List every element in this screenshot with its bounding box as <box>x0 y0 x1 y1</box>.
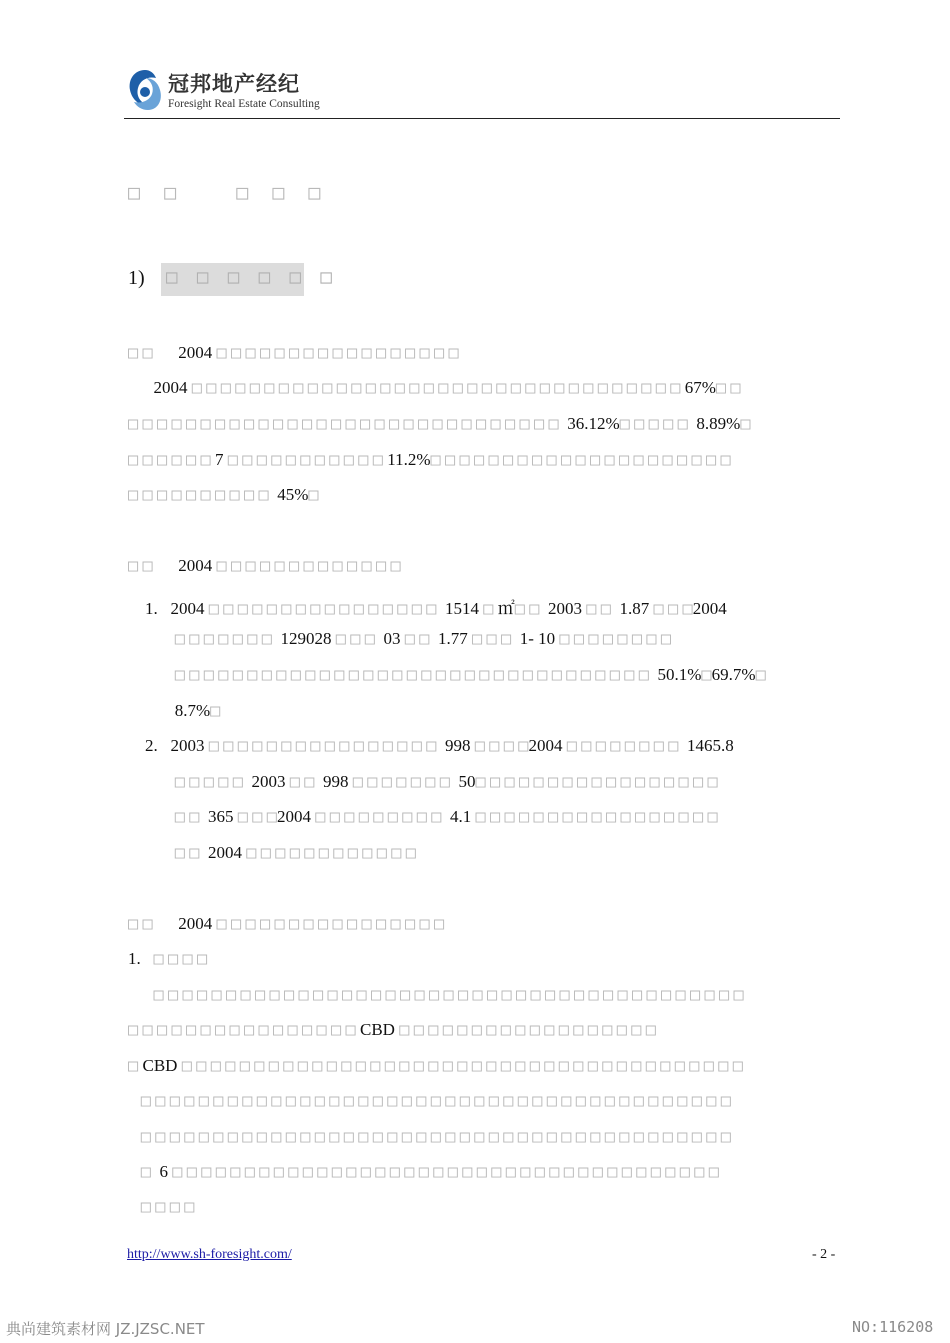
list-item-line: □ □ □ □ □ □ □ □ □ □ □ □ □ □ □ □ □ □ □ □ □ □ □ □ □ □ □ □ □ □ □ □ □ 50.1%□69.7%□ <box>174 665 766 685</box>
heading-text: □ □ □ □ □ □ <box>166 266 336 288</box>
paragraph-line: □ □ □ □ □ □ □ □ □ □ □ □ □ □ □ □ □ □ □ □ □ □ □ □ □ □ □ □ □ □ □ □ □ □ □ □ □ □ □ □ □ <box>140 1091 731 1111</box>
paragraph-line: □ 6 □ □ □ □ □ □ □ □ □ □ □ □ □ □ □ □ □ □ □ □ □ □ □ □ □ □ □ □ □ □ □ □ □ □ □ □ □ □ <box>140 1162 719 1182</box>
paragraph-line: □ CBD □ □ □ □ □ □ □ □ □ □ □ □ □ □ □ □ □ □ □ □ □ □ □ □ □ □ □ □ □ □ □ □ □ □ □ □ □ □ □ <box>128 1056 743 1076</box>
paragraph-line: □ □ □ □ □ □ □ □ □ □ □ □ □ □ □ □ □ □ □ □ □ □ □ □ □ □ □ □ □ □ □ □ □ □ □ □ □ □ □ □ □ <box>140 1127 731 1147</box>
paragraph-line: □ □ □ □ □ □ □ □ □ □ □ □ □ □ □ □ □ □ □ □ □ □ □ □ □ □ □ □ □ □ 36.12%□ □ □ □ □ 8.89%□ <box>128 414 751 434</box>
paragraph-line: □ □ □ □ □ □ □ □ □ □ 45%□ <box>128 485 319 505</box>
subheading-2: □ □ 2004 □ □ □ □ □ □ □ □ □ □ □ □ □ <box>128 556 401 576</box>
header-divider <box>124 118 840 119</box>
website-link[interactable]: http://www.sh-foresight.com/ <box>127 1247 292 1262</box>
paragraph-line: □ □ □ □ □ □ □ □ □ □ □ □ □ □ □ □ CBD □ □ □ □ □ □ □ □ □ □ □ □ □ □ □ □ □ □ <box>128 1020 656 1040</box>
logo-swirl-icon <box>126 66 164 114</box>
paragraph-line: □ □ □ □ □ □ □ □ □ □ □ □ □ □ □ □ □ □ □ □ □ □ □ □ □ □ □ □ □ □ □ □ □ □ □ □ □ □ □ □ □ <box>153 985 744 1005</box>
heading-number: 1) <box>128 267 145 289</box>
list-item-1: 1. 2004 □ □ □ □ □ □ □ □ □ □ □ □ □ □ □ □ 1514 □ ㎡□ □ 2003 □ □ 1.87 □ □ □2004 <box>128 599 727 619</box>
list-item-line: 8.7%□ <box>128 701 221 721</box>
list-item-line: □ □ 2004 □ □ □ □ □ □ □ □ □ □ □ □ <box>174 843 416 863</box>
page-number: - 2 - <box>812 1247 836 1262</box>
list-item-line: □ □ 365 □ □ □2004 □ □ □ □ □ □ □ □ □ 4.1 □ □ □ □ □ □ □ □ □ □ □ □ □ □ □ □ □ <box>174 807 718 827</box>
subheading-1: □ □ 2004 □ □ □ □ □ □ □ □ □ □ □ □ □ □ □ □ □ <box>128 343 459 363</box>
subheading-3: □ □ 2004 □ □ □ □ □ □ □ □ □ □ □ □ □ □ □ □ <box>128 914 445 934</box>
company-logo <box>126 66 326 116</box>
paragraph-line: □ □ □ □ □ □ 7 □ □ □ □ □ □ □ □ □ □ □ 11.2%□ □ □ □ □ □ □ □ □ □ □ □ □ □ □ □ □ □ □ □ □ <box>128 450 731 470</box>
numbered-heading: 1. □ □ □ □ <box>128 949 208 969</box>
watermark-number: NO:116208 <box>852 1318 934 1336</box>
logo-chinese-name: 冠邦地产经纪 <box>168 72 300 96</box>
list-item-line: □ □ □ □ □ 2003 □ □ 998 □ □ □ □ □ □ □ 50□ □ □ □ □ □ □ □ □ □ □ □ □ □ □ □ □ <box>174 772 718 792</box>
logo-english-name: Foresight Real Estate Consulting <box>168 98 320 110</box>
watermark-site: 典尚建筑素材网 JZ.JZSC.NET <box>6 1320 205 1338</box>
list-item-2: 2. 2003 □ □ □ □ □ □ □ □ □ □ □ □ □ □ □ □ 998 □ □ □ □2004 □ □ □ □ □ □ □ □ 1465.8 <box>128 736 734 756</box>
list-item-line: □ □ □ □ □ □ □ 129028 □ □ □ 03 □ □ 1.77 □ □ □ 1- 10 □ □ □ □ □ □ □ □ <box>174 629 672 649</box>
section-title: □ □ □ □ □ <box>128 180 327 204</box>
paragraph-line: □ □ □ □ <box>140 1197 195 1217</box>
paragraph-line: 2004 □ □ □ □ □ □ □ □ □ □ □ □ □ □ □ □ □ □ □ □ □ □ □ □ □ □ □ □ □ □ □ □ □ □ 67%□ □ <box>128 378 741 398</box>
